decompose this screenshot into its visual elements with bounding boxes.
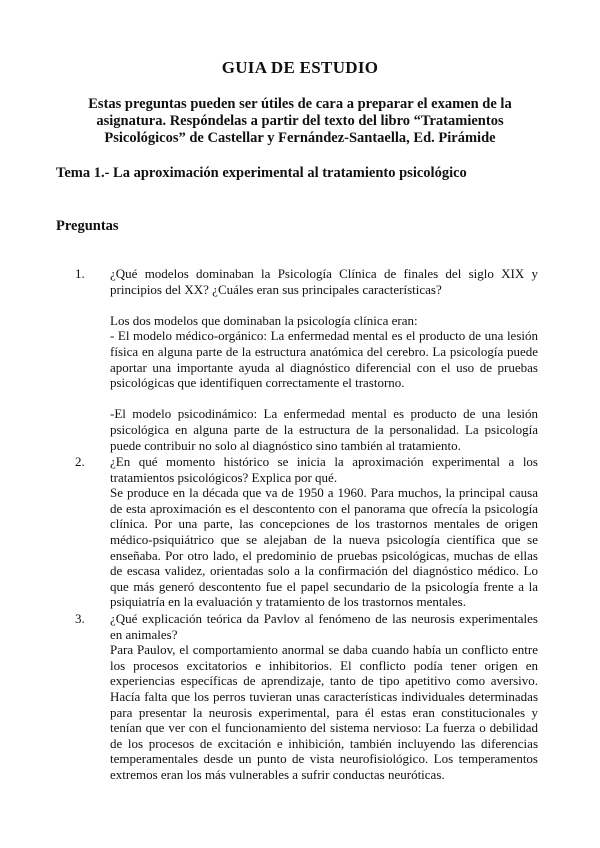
question-number: 3.	[75, 611, 85, 626]
answer-paragraph: -El modelo psicodinámico: La enfermedad mental es producto de una lesión psicológica en alguna parte de la estructura de la personalidad. La psicología puede contribuir no solo al diagnóstico sino también al tratamiento.	[110, 406, 538, 453]
section-heading: Preguntas	[56, 218, 119, 234]
answer-intro: Los dos modelos que dominaban la psicología clínica eran:	[110, 312, 418, 328]
question-number: 1.	[75, 266, 85, 281]
question-text: ¿Qué explicación teórica da Pavlov al fenómeno de las neurosis experimentales en animales?	[110, 611, 538, 642]
answer-paragraph: Para Paulov, el comportamiento anormal se daba cuando había un conflicto entre los procesos excitatorios e inhibitorios. El conflicto podía tener origen en experiencias específicas de aprendizaje, tanto de tipo apetitivo como aversivo. Hacía falta que los perros tuvieran unas características individuales determinadas para presentar la neurosis experimental, para él estas eran constitucionales y tenían que ver con el funcionamiento del sistema nervioso: La fuerza o debilidad de los procesos de excitación e inhibición, también incluyendo las diferencias temperamentales desde un punto de vista neurofisiológico. Los temperamentos extremos eran los más vulnerables a sufrir conductas neuróticas.	[110, 642, 538, 782]
answer-paragraph: - El modelo médico-orgánico: La enfermedad mental es el producto de una lesión física en alguna parte de la estructura anatómica del cerebro. La psicología puede aportar una importante ayuda al diagnóstico diferencial con el uso de pruebas psicológicas que identifiquen correctamente el trastorno.	[110, 328, 538, 391]
question-text: ¿Qué modelos dominaban la Psicología Clínica de finales del siglo XIX y principios del XX? ¿Cuáles eran sus principales características?	[110, 266, 538, 297]
document-title: GUIA DE ESTUDIO	[221, 58, 379, 77]
intro-paragraph: Estas preguntas pueden ser útiles de cara a preparar el examen de la asignatura. Respóndelas a partir del texto del libro “Tratamientos Psicológicos” de Castellar y Fernández-Santaella, Ed. Pirámide	[88, 96, 512, 146]
topic-heading: Tema 1.- La aproximación experimental al tratamiento psicológico	[56, 165, 467, 181]
answer-paragraph: Se produce en la década que va de 1950 a 1960. Para muchos, la principal causa de esta aproximación es el descontento con el panorama que ofrecía la psicología clínica. Por una parte, las concepciones de los trastornos mentales de origen médico-psiquiátrico que se alejaban de la nueva psicología científica que se enseñaba. Por otro lado, el predominio de pruebas psicológicas, muchas de ellas de escasa validez, orientadas solo a la confirmación del diagnóstico médico. Lo que más generó descontento fue el papel secundario de la psicología frente a la psiquiatría en la evaluación y tratamiento de los trastornos mentales.	[110, 485, 538, 610]
question-text: ¿En qué momento histórico se inicia la aproximación experimental a los tratamientos psicológicos? Explica por qué.	[110, 454, 538, 485]
question-number: 2.	[75, 454, 85, 469]
